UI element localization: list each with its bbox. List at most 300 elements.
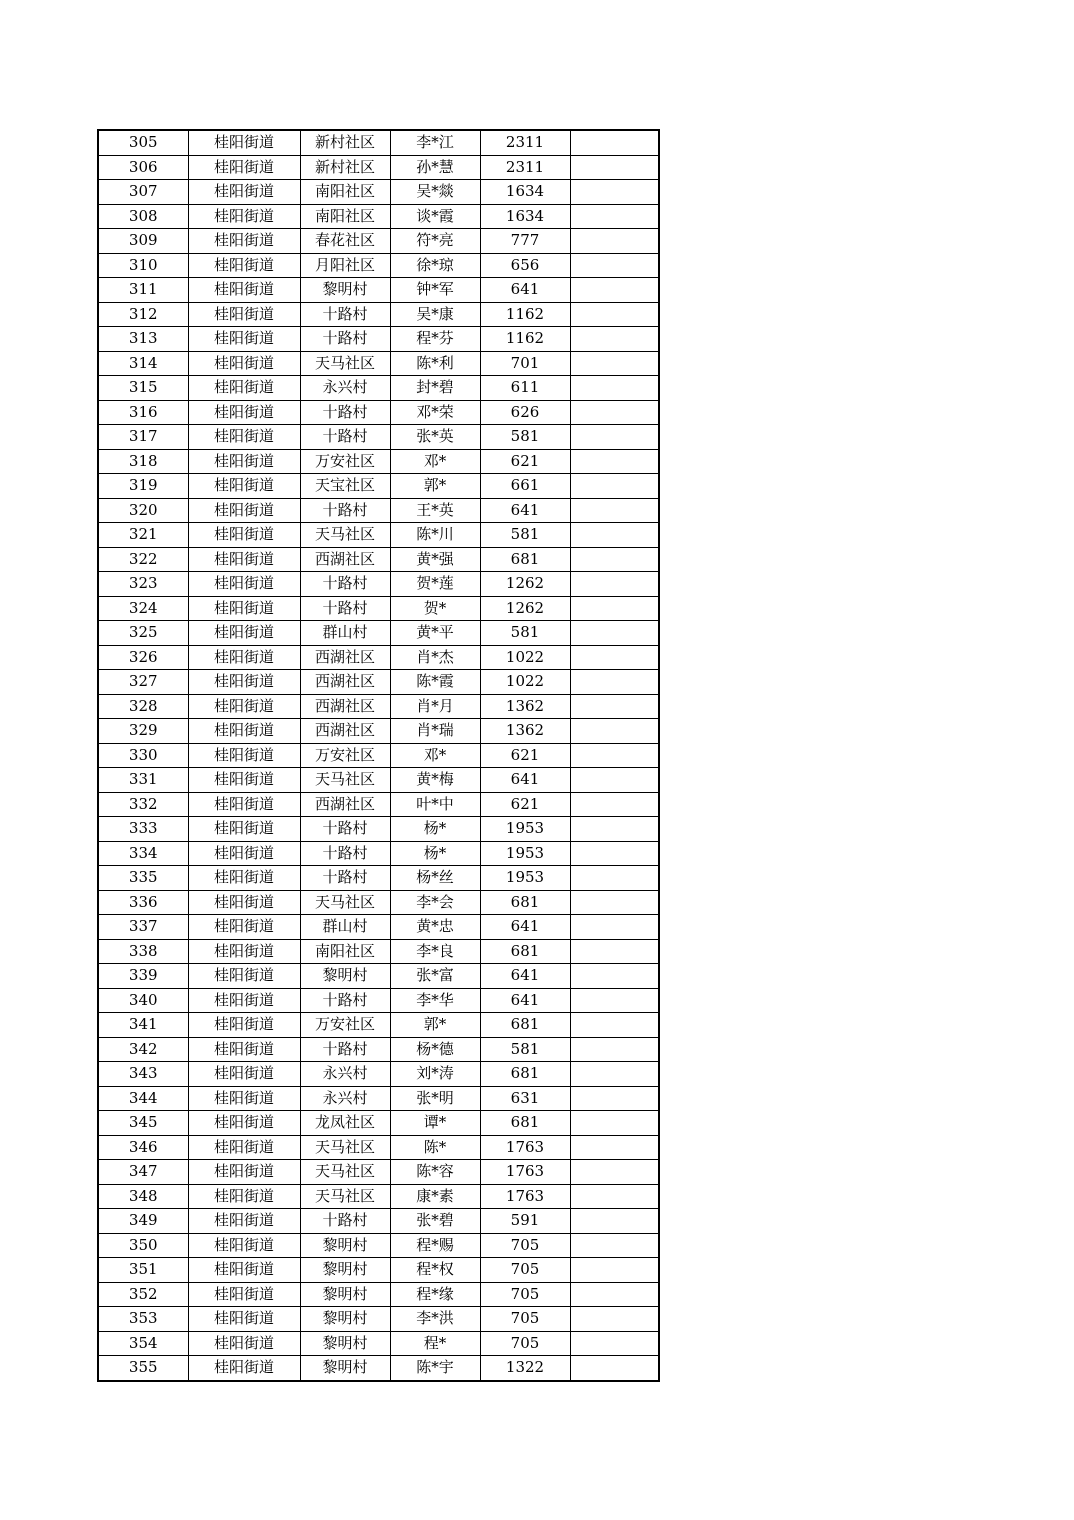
row-number-cell: 352 <box>98 1282 188 1307</box>
amount-cell: 1763 <box>480 1135 570 1160</box>
remark-cell <box>570 596 659 621</box>
amount-cell: 705 <box>480 1233 570 1258</box>
remark-cell <box>570 302 659 327</box>
remark-cell <box>570 988 659 1013</box>
row-number-cell: 322 <box>98 547 188 572</box>
community-cell: 月阳社区 <box>300 253 390 278</box>
name-cell: 黄*平 <box>390 621 480 646</box>
community-cell: 黎明村 <box>300 278 390 303</box>
name-cell: 黄*忠 <box>390 915 480 940</box>
amount-cell: 591 <box>480 1209 570 1234</box>
remark-cell <box>570 376 659 401</box>
name-cell: 陈*利 <box>390 351 480 376</box>
row-number-cell: 353 <box>98 1307 188 1332</box>
community-cell: 西湖社区 <box>300 645 390 670</box>
data-table <box>97 129 660 1382</box>
amount-cell: 661 <box>480 474 570 499</box>
amount-cell: 581 <box>480 621 570 646</box>
street-cell: 桂阳街道 <box>188 523 300 548</box>
amount-cell: 681 <box>480 547 570 572</box>
name-cell: 刘*涛 <box>390 1062 480 1087</box>
remark-cell <box>570 1331 659 1356</box>
name-cell: 符*亮 <box>390 229 480 254</box>
table-row <box>98 694 659 719</box>
amount-cell: 1262 <box>480 572 570 597</box>
remark-cell <box>570 1184 659 1209</box>
community-cell: 新村社区 <box>300 130 390 155</box>
community-cell: 永兴村 <box>300 1086 390 1111</box>
name-cell: 陈*容 <box>390 1160 480 1185</box>
table-row <box>98 621 659 646</box>
amount-cell: 621 <box>480 449 570 474</box>
name-cell: 杨*丝 <box>390 866 480 891</box>
name-cell: 谭* <box>390 1111 480 1136</box>
street-cell: 桂阳街道 <box>188 1307 300 1332</box>
name-cell: 封*碧 <box>390 376 480 401</box>
amount-cell: 701 <box>480 351 570 376</box>
remark-cell <box>570 719 659 744</box>
table-row <box>98 1086 659 1111</box>
community-cell: 天马社区 <box>300 768 390 793</box>
table-row <box>98 792 659 817</box>
remark-cell <box>570 449 659 474</box>
row-number-cell: 346 <box>98 1135 188 1160</box>
name-cell: 杨* <box>390 817 480 842</box>
community-cell: 群山村 <box>300 621 390 646</box>
community-cell: 永兴村 <box>300 376 390 401</box>
table-row <box>98 547 659 572</box>
table-row <box>98 743 659 768</box>
remark-cell <box>570 964 659 989</box>
name-cell: 郭* <box>390 474 480 499</box>
amount-cell: 581 <box>480 1037 570 1062</box>
community-cell: 西湖社区 <box>300 719 390 744</box>
name-cell: 陈*宇 <box>390 1356 480 1381</box>
table-row <box>98 302 659 327</box>
table-row <box>98 1233 659 1258</box>
table-row <box>98 180 659 205</box>
name-cell: 邓* <box>390 449 480 474</box>
name-cell: 张*富 <box>390 964 480 989</box>
remark-cell <box>570 1160 659 1185</box>
street-cell: 桂阳街道 <box>188 1184 300 1209</box>
community-cell: 群山村 <box>300 915 390 940</box>
name-cell: 陈*川 <box>390 523 480 548</box>
name-cell: 肖*瑞 <box>390 719 480 744</box>
street-cell: 桂阳街道 <box>188 253 300 278</box>
row-number-cell: 355 <box>98 1356 188 1381</box>
remark-cell <box>570 743 659 768</box>
amount-cell: 641 <box>480 278 570 303</box>
community-cell: 黎明村 <box>300 1282 390 1307</box>
amount-cell: 641 <box>480 915 570 940</box>
row-number-cell: 315 <box>98 376 188 401</box>
amount-cell: 681 <box>480 939 570 964</box>
amount-cell: 1162 <box>480 302 570 327</box>
row-number-cell: 336 <box>98 890 188 915</box>
name-cell: 程*芬 <box>390 327 480 352</box>
row-number-cell: 337 <box>98 915 188 940</box>
amount-cell: 641 <box>480 988 570 1013</box>
row-number-cell: 308 <box>98 204 188 229</box>
name-cell: 郭* <box>390 1013 480 1038</box>
community-cell: 十路村 <box>300 988 390 1013</box>
community-cell: 天马社区 <box>300 1184 390 1209</box>
remark-cell <box>570 817 659 842</box>
name-cell: 康*素 <box>390 1184 480 1209</box>
table-row <box>98 449 659 474</box>
row-number-cell: 330 <box>98 743 188 768</box>
street-cell: 桂阳街道 <box>188 964 300 989</box>
remark-cell <box>570 1062 659 1087</box>
name-cell: 杨* <box>390 841 480 866</box>
amount-cell: 681 <box>480 1013 570 1038</box>
remark-cell <box>570 1307 659 1332</box>
amount-cell: 1022 <box>480 670 570 695</box>
amount-cell: 1022 <box>480 645 570 670</box>
table-row <box>98 964 659 989</box>
street-cell: 桂阳街道 <box>188 841 300 866</box>
name-cell: 程*缘 <box>390 1282 480 1307</box>
community-cell: 南阳社区 <box>300 204 390 229</box>
table-row <box>98 400 659 425</box>
community-cell: 天马社区 <box>300 523 390 548</box>
name-cell: 黄*梅 <box>390 768 480 793</box>
amount-cell: 626 <box>480 400 570 425</box>
street-cell: 桂阳街道 <box>188 596 300 621</box>
table-body <box>98 130 659 1381</box>
amount-cell: 1634 <box>480 204 570 229</box>
table-row <box>98 1037 659 1062</box>
table-row <box>98 204 659 229</box>
community-cell: 西湖社区 <box>300 694 390 719</box>
amount-cell: 705 <box>480 1282 570 1307</box>
street-cell: 桂阳街道 <box>188 1135 300 1160</box>
row-number-cell: 339 <box>98 964 188 989</box>
amount-cell: 1322 <box>480 1356 570 1381</box>
street-cell: 桂阳街道 <box>188 1111 300 1136</box>
table-row <box>98 645 659 670</box>
community-cell: 十路村 <box>300 596 390 621</box>
remark-cell <box>570 670 659 695</box>
table-row <box>98 1282 659 1307</box>
remark-cell <box>570 939 659 964</box>
name-cell: 贺* <box>390 596 480 621</box>
name-cell: 张*碧 <box>390 1209 480 1234</box>
row-number-cell: 312 <box>98 302 188 327</box>
remark-cell <box>570 229 659 254</box>
name-cell: 李*华 <box>390 988 480 1013</box>
row-number-cell: 344 <box>98 1086 188 1111</box>
community-cell: 黎明村 <box>300 1233 390 1258</box>
name-cell: 叶*中 <box>390 792 480 817</box>
street-cell: 桂阳街道 <box>188 474 300 499</box>
community-cell: 黎明村 <box>300 1258 390 1283</box>
street-cell: 桂阳街道 <box>188 498 300 523</box>
row-number-cell: 350 <box>98 1233 188 1258</box>
amount-cell: 2311 <box>480 130 570 155</box>
row-number-cell: 332 <box>98 792 188 817</box>
amount-cell: 581 <box>480 425 570 450</box>
table-row <box>98 376 659 401</box>
row-number-cell: 342 <box>98 1037 188 1062</box>
name-cell: 程*赐 <box>390 1233 480 1258</box>
community-cell: 天马社区 <box>300 890 390 915</box>
street-cell: 桂阳街道 <box>188 817 300 842</box>
street-cell: 桂阳街道 <box>188 302 300 327</box>
community-cell: 天马社区 <box>300 1160 390 1185</box>
table-row <box>98 670 659 695</box>
name-cell: 王*英 <box>390 498 480 523</box>
row-number-cell: 317 <box>98 425 188 450</box>
name-cell: 李*洪 <box>390 1307 480 1332</box>
remark-cell <box>570 572 659 597</box>
street-cell: 桂阳街道 <box>188 645 300 670</box>
street-cell: 桂阳街道 <box>188 180 300 205</box>
row-number-cell: 331 <box>98 768 188 793</box>
amount-cell: 2311 <box>480 155 570 180</box>
row-number-cell: 318 <box>98 449 188 474</box>
row-number-cell: 340 <box>98 988 188 1013</box>
row-number-cell: 316 <box>98 400 188 425</box>
remark-cell <box>570 523 659 548</box>
row-number-cell: 310 <box>98 253 188 278</box>
amount-cell: 656 <box>480 253 570 278</box>
street-cell: 桂阳街道 <box>188 621 300 646</box>
row-number-cell: 305 <box>98 130 188 155</box>
amount-cell: 681 <box>480 1062 570 1087</box>
community-cell: 十路村 <box>300 498 390 523</box>
amount-cell: 705 <box>480 1307 570 1332</box>
community-cell: 西湖社区 <box>300 547 390 572</box>
street-cell: 桂阳街道 <box>188 988 300 1013</box>
community-cell: 新村社区 <box>300 155 390 180</box>
amount-cell: 1162 <box>480 327 570 352</box>
row-number-cell: 329 <box>98 719 188 744</box>
row-number-cell: 338 <box>98 939 188 964</box>
amount-cell: 1953 <box>480 841 570 866</box>
street-cell: 桂阳街道 <box>188 547 300 572</box>
street-cell: 桂阳街道 <box>188 768 300 793</box>
row-number-cell: 326 <box>98 645 188 670</box>
table-row <box>98 1111 659 1136</box>
remark-cell <box>570 1356 659 1381</box>
table-row <box>98 596 659 621</box>
street-cell: 桂阳街道 <box>188 1258 300 1283</box>
row-number-cell: 320 <box>98 498 188 523</box>
community-cell: 南阳社区 <box>300 180 390 205</box>
remark-cell <box>570 621 659 646</box>
row-number-cell: 314 <box>98 351 188 376</box>
amount-cell: 1953 <box>480 866 570 891</box>
amount-cell: 611 <box>480 376 570 401</box>
amount-cell: 1362 <box>480 719 570 744</box>
amount-cell: 1953 <box>480 817 570 842</box>
remark-cell <box>570 327 659 352</box>
amount-cell: 705 <box>480 1258 570 1283</box>
remark-cell <box>570 694 659 719</box>
community-cell: 西湖社区 <box>300 792 390 817</box>
amount-cell: 1634 <box>480 180 570 205</box>
street-cell: 桂阳街道 <box>188 130 300 155</box>
table-row <box>98 1013 659 1038</box>
row-number-cell: 311 <box>98 278 188 303</box>
street-cell: 桂阳街道 <box>188 1233 300 1258</box>
table-row <box>98 1209 659 1234</box>
street-cell: 桂阳街道 <box>188 400 300 425</box>
table-row <box>98 351 659 376</box>
amount-cell: 641 <box>480 964 570 989</box>
table-row <box>98 229 659 254</box>
name-cell: 陈*霞 <box>390 670 480 695</box>
remark-cell <box>570 474 659 499</box>
street-cell: 桂阳街道 <box>188 449 300 474</box>
street-cell: 桂阳街道 <box>188 743 300 768</box>
remark-cell <box>570 1135 659 1160</box>
community-cell: 龙凤社区 <box>300 1111 390 1136</box>
row-number-cell: 348 <box>98 1184 188 1209</box>
row-number-cell: 309 <box>98 229 188 254</box>
community-cell: 十路村 <box>300 1037 390 1062</box>
amount-cell: 621 <box>480 743 570 768</box>
remark-cell <box>570 278 659 303</box>
row-number-cell: 345 <box>98 1111 188 1136</box>
row-number-cell: 347 <box>98 1160 188 1185</box>
street-cell: 桂阳街道 <box>188 351 300 376</box>
name-cell: 邓*荣 <box>390 400 480 425</box>
amount-cell: 681 <box>480 1111 570 1136</box>
name-cell: 孙*慧 <box>390 155 480 180</box>
community-cell: 十路村 <box>300 1209 390 1234</box>
street-cell: 桂阳街道 <box>188 204 300 229</box>
table-row <box>98 327 659 352</box>
remark-cell <box>570 915 659 940</box>
row-number-cell: 343 <box>98 1062 188 1087</box>
street-cell: 桂阳街道 <box>188 1086 300 1111</box>
remark-cell <box>570 180 659 205</box>
community-cell: 十路村 <box>300 866 390 891</box>
street-cell: 桂阳街道 <box>188 425 300 450</box>
row-number-cell: 321 <box>98 523 188 548</box>
name-cell: 徐*琼 <box>390 253 480 278</box>
street-cell: 桂阳街道 <box>188 278 300 303</box>
name-cell: 吴*康 <box>390 302 480 327</box>
name-cell: 张*明 <box>390 1086 480 1111</box>
remark-cell <box>570 204 659 229</box>
community-cell: 万安社区 <box>300 449 390 474</box>
remark-cell <box>570 1282 659 1307</box>
name-cell: 李*良 <box>390 939 480 964</box>
community-cell: 万安社区 <box>300 1013 390 1038</box>
community-cell: 十路村 <box>300 302 390 327</box>
table-row <box>98 474 659 499</box>
row-number-cell: 328 <box>98 694 188 719</box>
table-row <box>98 572 659 597</box>
community-cell: 永兴村 <box>300 1062 390 1087</box>
street-cell: 桂阳街道 <box>188 915 300 940</box>
name-cell: 李*江 <box>390 130 480 155</box>
table-row <box>98 719 659 744</box>
amount-cell: 681 <box>480 890 570 915</box>
name-cell: 钟*军 <box>390 278 480 303</box>
street-cell: 桂阳街道 <box>188 327 300 352</box>
community-cell: 春花社区 <box>300 229 390 254</box>
remark-cell <box>570 768 659 793</box>
row-number-cell: 325 <box>98 621 188 646</box>
street-cell: 桂阳街道 <box>188 670 300 695</box>
remark-cell <box>570 645 659 670</box>
table-row <box>98 1184 659 1209</box>
community-cell: 黎明村 <box>300 1307 390 1332</box>
table-row <box>98 155 659 180</box>
table-row <box>98 988 659 1013</box>
remark-cell <box>570 130 659 155</box>
table-row <box>98 841 659 866</box>
table-row <box>98 1062 659 1087</box>
name-cell: 吴*燚 <box>390 180 480 205</box>
community-cell: 天宝社区 <box>300 474 390 499</box>
name-cell: 程*权 <box>390 1258 480 1283</box>
remark-cell <box>570 155 659 180</box>
remark-cell <box>570 253 659 278</box>
remark-cell <box>570 400 659 425</box>
remark-cell <box>570 890 659 915</box>
community-cell: 黎明村 <box>300 964 390 989</box>
name-cell: 黄*强 <box>390 547 480 572</box>
amount-cell: 641 <box>480 498 570 523</box>
remark-cell <box>570 1086 659 1111</box>
row-number-cell: 323 <box>98 572 188 597</box>
amount-cell: 641 <box>480 768 570 793</box>
row-number-cell: 307 <box>98 180 188 205</box>
street-cell: 桂阳街道 <box>188 572 300 597</box>
street-cell: 桂阳街道 <box>188 792 300 817</box>
amount-cell: 1763 <box>480 1160 570 1185</box>
street-cell: 桂阳街道 <box>188 1356 300 1381</box>
name-cell: 李*会 <box>390 890 480 915</box>
street-cell: 桂阳街道 <box>188 1013 300 1038</box>
table-row <box>98 866 659 891</box>
remark-cell <box>570 547 659 572</box>
amount-cell: 631 <box>480 1086 570 1111</box>
row-number-cell: 319 <box>98 474 188 499</box>
name-cell: 程* <box>390 1331 480 1356</box>
street-cell: 桂阳街道 <box>188 1160 300 1185</box>
amount-cell: 1763 <box>480 1184 570 1209</box>
remark-cell <box>570 1037 659 1062</box>
street-cell: 桂阳街道 <box>188 939 300 964</box>
community-cell: 天马社区 <box>300 351 390 376</box>
amount-cell: 581 <box>480 523 570 548</box>
table-row <box>98 890 659 915</box>
row-number-cell: 335 <box>98 866 188 891</box>
community-cell: 万安社区 <box>300 743 390 768</box>
table-row <box>98 1331 659 1356</box>
street-cell: 桂阳街道 <box>188 1331 300 1356</box>
street-cell: 桂阳街道 <box>188 1209 300 1234</box>
name-cell: 陈* <box>390 1135 480 1160</box>
table-row <box>98 939 659 964</box>
amount-cell: 1362 <box>480 694 570 719</box>
community-cell: 十路村 <box>300 425 390 450</box>
community-cell: 黎明村 <box>300 1356 390 1381</box>
row-number-cell: 341 <box>98 1013 188 1038</box>
name-cell: 贺*莲 <box>390 572 480 597</box>
community-cell: 十路村 <box>300 327 390 352</box>
street-cell: 桂阳街道 <box>188 866 300 891</box>
street-cell: 桂阳街道 <box>188 229 300 254</box>
row-number-cell: 334 <box>98 841 188 866</box>
